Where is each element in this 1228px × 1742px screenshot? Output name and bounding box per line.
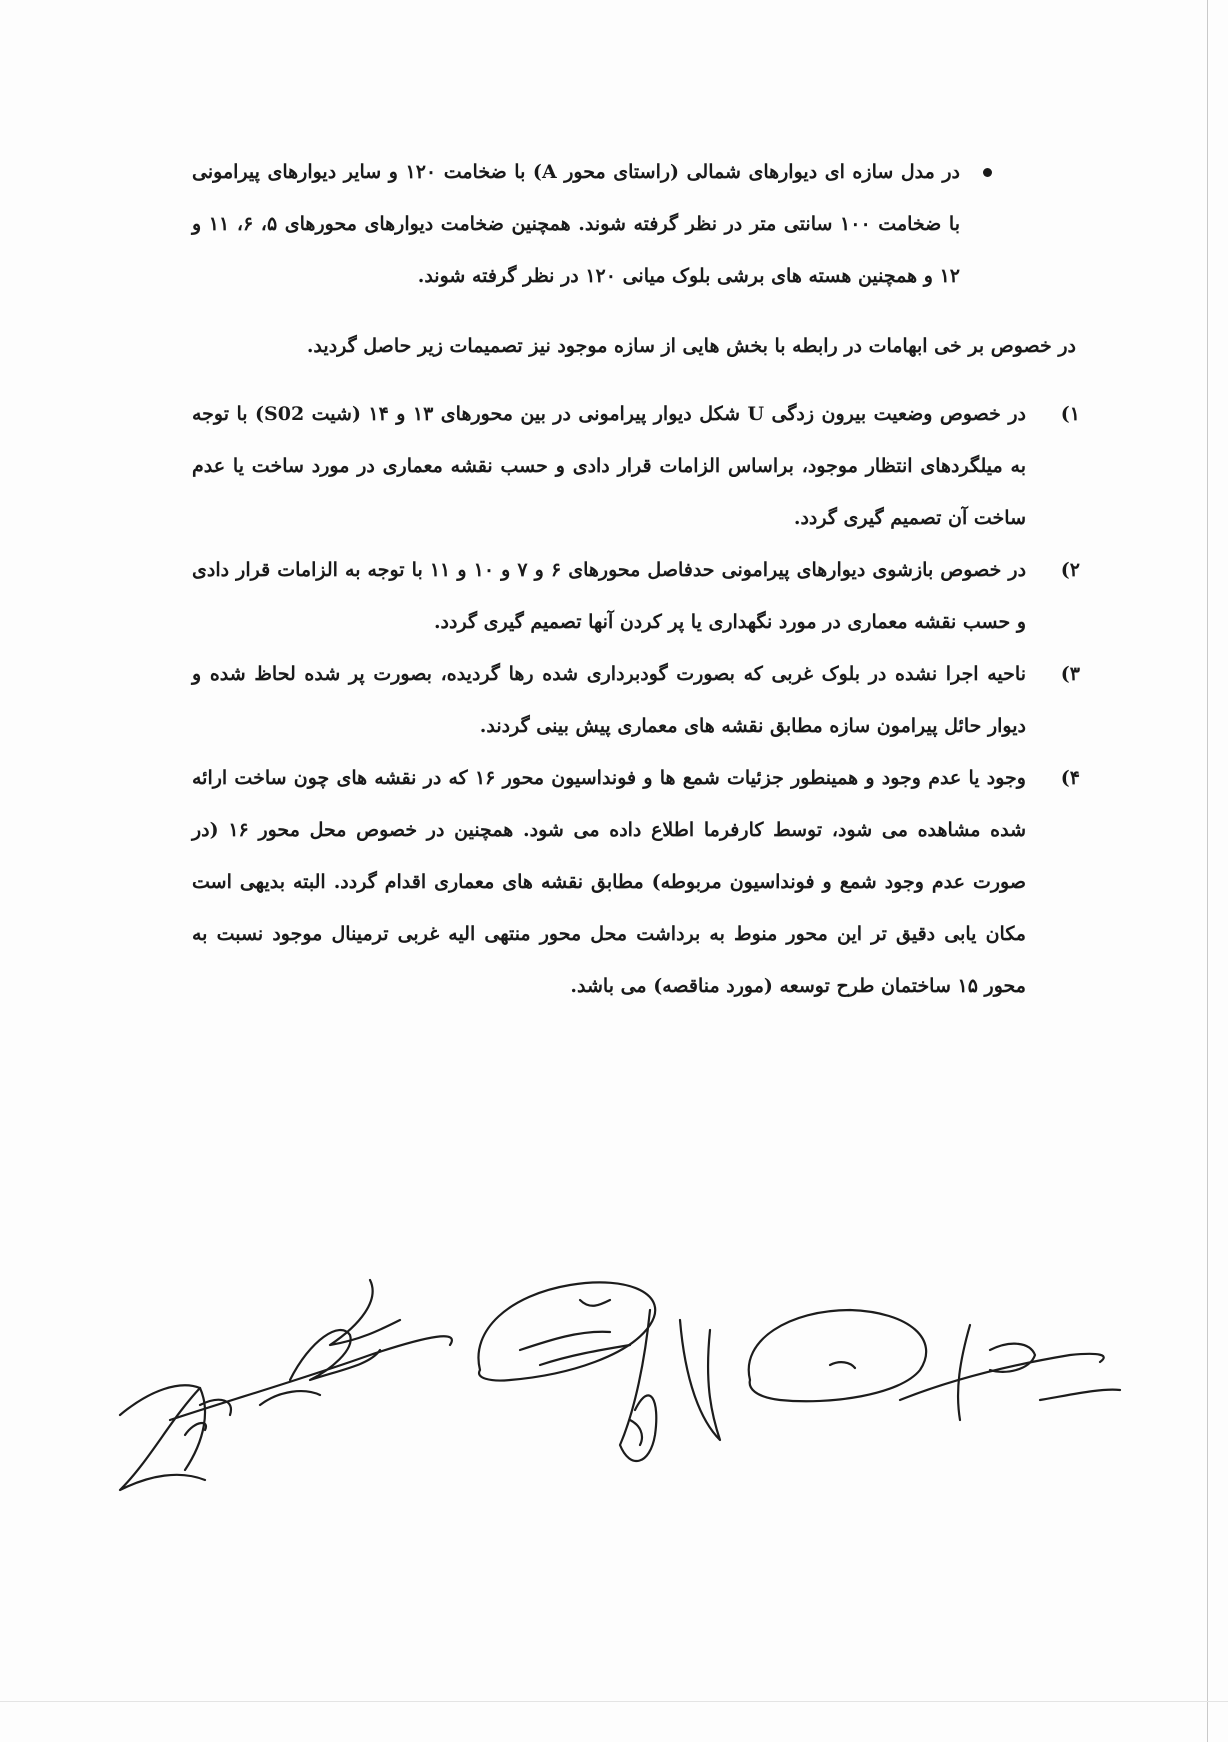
bullet-dot-icon (983, 168, 992, 177)
signature-6 (900, 1325, 1120, 1420)
bullet-text: در مدل سازه ای دیوارهای شمالی (راستای محور A) با ضخامت ۱۲۰ و سایر دیوارهای پیرامونی با ضخامت ۱۰۰ سانتی متر در نظر گرفته شوند. همچنین ضخامت دیوارهای محورهای ۵، ۶، ۱۱ و ۱۲ و همچنین هسته های برشی بلوک میانی ۱۲۰ در نظر گرفته شوند. (192, 161, 960, 287)
bullet-item (192, 146, 992, 302)
signature-5 (749, 1310, 926, 1401)
signatures-area (110, 1270, 1170, 1690)
item-number: ۴) (1060, 767, 1080, 789)
signature-2 (170, 1280, 452, 1420)
item-text: ناحیه اجرا نشده در بلوک غربی که بصورت گودبرداری شده رها گردیده، بصورت پر شده لحاظ شده و دیوار حائل پیرامون سازه مطابق نقشه های معماری پیش بینی گردند. (192, 663, 1026, 737)
signature-1 (120, 1385, 231, 1490)
item-number: ۳) (1060, 663, 1080, 685)
list-item (192, 388, 1080, 544)
item-text: در خصوص بازشوی دیوارهای پیرامونی حدفاصل محورهای ۶ و ۷ و ۱۰ و ۱۱ با توجه به الزامات قرار دادی و حسب نقشه معماری در مورد نگهداری یا پر کردن آنها تصمیم گیری گردد. (192, 559, 1027, 633)
decision-list (192, 388, 1080, 1012)
page-bottom-line (0, 1701, 1228, 1702)
item-number: ۱) (1060, 403, 1080, 425)
intro-paragraph: در خصوص بر خی ابهامات در رابطه با بخش هایی از سازه موجود نیز تصمیمات زیر حاصل گردید. (306, 335, 1076, 357)
bullet-paragraph (192, 146, 992, 302)
list-item (192, 648, 1080, 752)
item-text: در خصوص وضعیت بیرون زدگی U شکل دیوار پیرامونی در بین محورهای ۱۳ و ۱۴ (شیت S02) با توجه به میلگردهای انتظار موجود، براساس الزامات قرار دادی و حسب نقشه معماری در مورد ساخت یا عدم ساخت آن تصمیم گیری گردد. (192, 403, 1026, 529)
page-edge-line (1207, 0, 1208, 1742)
list-item (192, 752, 1080, 1012)
list-item (192, 544, 1080, 648)
item-text: وجود یا عدم وجود و همینطور جزئیات شمع ها و فونداسیون محور ۱۶ که در نقشه های چون ساخت ارائه شده مشاهده می شود، توسط کارفرما اطلاع داده می شود. همچنین در خصوص محل محور ۱۶ (در صورت عدم وجود شمع و فونداسیون مربوطه) مطابق نقشه های معماری اقدام گردد. البته بدیهی است مکان یابی دقیق تر این محور منوط به برداشت محل محور منتهی الیه غربی ترمینال موجود نسبت به محور ۱۵ ساختمان طرح توسعه (مورد مناقصه) می باشد. (192, 767, 1026, 997)
signature-3 (478, 1282, 655, 1380)
signature-4 (620, 1310, 720, 1461)
item-number: ۲) (1060, 559, 1080, 581)
